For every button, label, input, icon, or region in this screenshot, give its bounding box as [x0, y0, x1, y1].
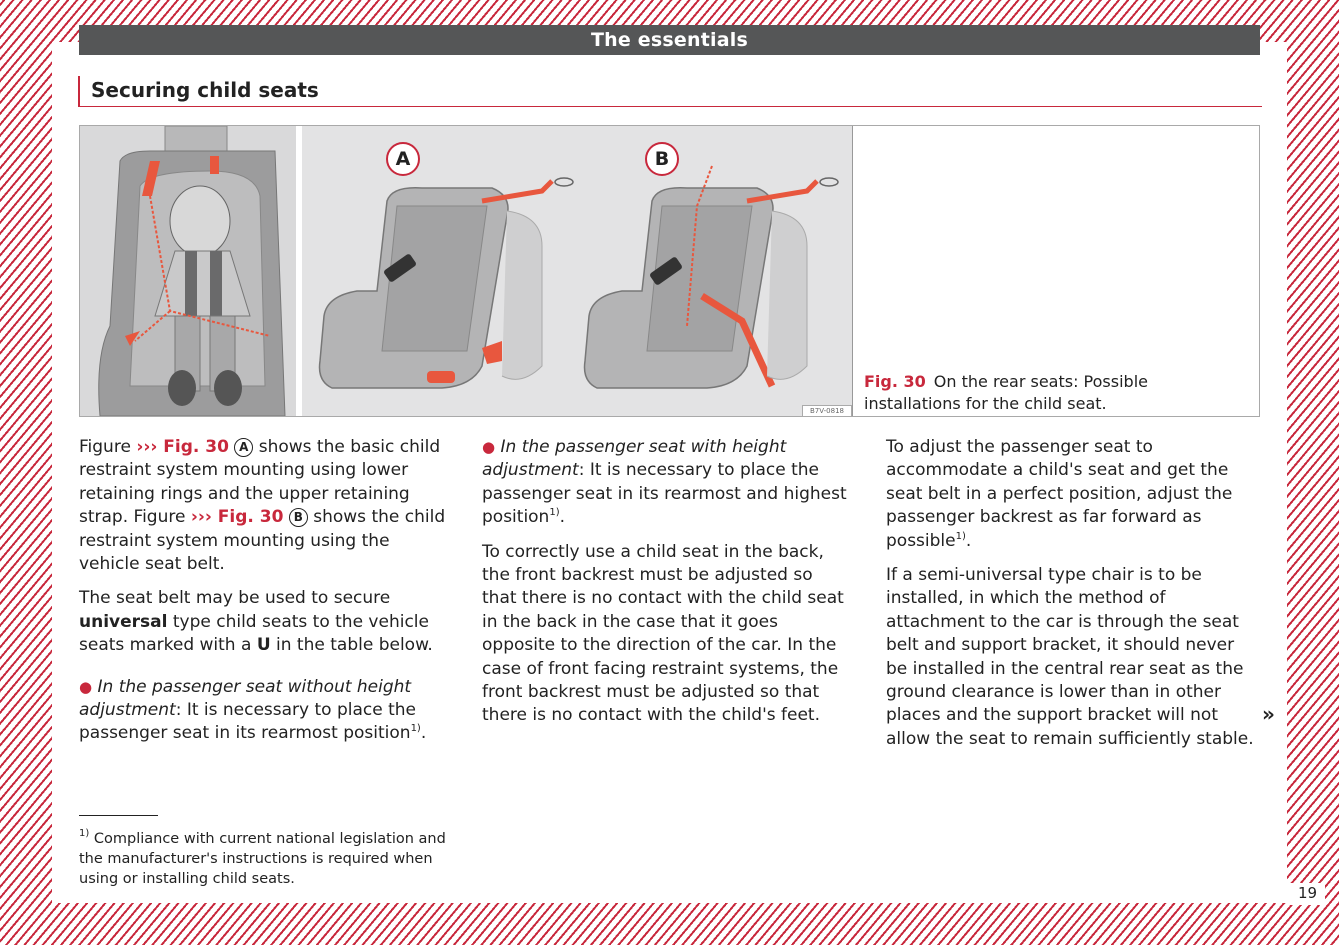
figure-label-a: A	[386, 142, 420, 176]
fig-30-link[interactable]: Fig. 30	[157, 437, 229, 457]
figure-caption-ref: Fig. 30	[864, 372, 926, 391]
paragraph-universal-seats: The seat belt may be used to secure universal type child seats to the vehicle seats marked with a U in the table below.	[79, 588, 433, 656]
page-number: 19	[1298, 884, 1318, 902]
chapter-header: The essentials	[79, 25, 1260, 55]
paragraph-figure-description: Figure ››› Fig. 30 A shows the basic child restraint system mounting using lower retaining rings and the upper retaining strap. Figure ››› Fig. 30 B shows the child restraint system mounting using the vehicle seat belt.	[79, 437, 446, 575]
figure-30	[79, 125, 1260, 417]
bullet-icon: ●	[79, 677, 93, 696]
child-seat-side-views-icon	[302, 126, 852, 416]
bullet-icon: ●	[482, 438, 496, 456]
paragraph-semi-universal: If a semi-universal type chair is to be installed, in which the method of attachment to the car is through the seat belt and support bracket, it should never be installed in the central rear seat as the ground clearance is lower than in other places and the support bracket will not allow the seat to remain sufficiently stable.	[886, 565, 1254, 749]
footnote-ref[interactable]: 1)	[955, 530, 966, 542]
footnote-ref[interactable]: 1)	[549, 507, 560, 519]
footnote-marker: 1)	[79, 828, 90, 839]
figure-caption	[864, 371, 1244, 415]
text-column-1	[79, 436, 449, 757]
figure-caption-text: On the rear seats: Possible installations for the child seat.	[864, 372, 1148, 413]
text-column-2	[482, 436, 852, 739]
figure-image-code: B7V-0818	[802, 405, 852, 417]
footnote	[79, 829, 454, 889]
figure-illustration	[80, 126, 853, 416]
fig-30-link[interactable]: Fig. 30	[211, 507, 284, 528]
circle-b-icon: B	[289, 508, 308, 527]
crossref-arrow-icon: ›››	[136, 437, 158, 457]
text-column-3	[886, 436, 1256, 762]
section-heading	[78, 76, 1262, 107]
circle-a-icon: A	[234, 438, 253, 457]
paragraph-front-backrest: To correctly use a child seat in the back, the front backrest must be adjusted so that there is no contact with the child seat in the back in the case that it goes opposite to the direction of the car. In the case of front facing restraint systems, the front backrest must be adjusted so that there is no contact with the child's feet.	[482, 541, 844, 726]
footnote-ref[interactable]: 1)	[410, 723, 421, 735]
child-seat-front-view-icon	[80, 126, 296, 416]
crossref-arrow-icon: ›››	[190, 507, 212, 528]
paragraph-adjust-passenger-seat: To adjust the passenger seat to accommodate a child's seat and get the seat belt in a perfect position, adjust the passenger backrest as far forward as possible$^{1)}$.	[886, 437, 1233, 551]
bullet-no-height-adjustment: ● In the passenger seat without height adjustment: It is necessary to place the passenger seat in its rearmost position$^{1)}$.	[79, 676, 427, 744]
bullet-with-height-adjustment: ● In the passenger seat with height adjustment: It is necessary to place the passenger seat in its rearmost and highest position$^{1)}$.	[482, 437, 847, 528]
section-title: Securing child seats	[91, 78, 319, 102]
child-in-seat-illustration	[80, 126, 296, 416]
continue-arrow-icon: »	[1262, 702, 1275, 726]
footnote-text: Compliance with current national legislation and the manufacturer's instructions is required when using or installing child seats.	[79, 831, 446, 887]
figure-label-b: B	[645, 142, 679, 176]
footnote-divider	[79, 815, 158, 816]
